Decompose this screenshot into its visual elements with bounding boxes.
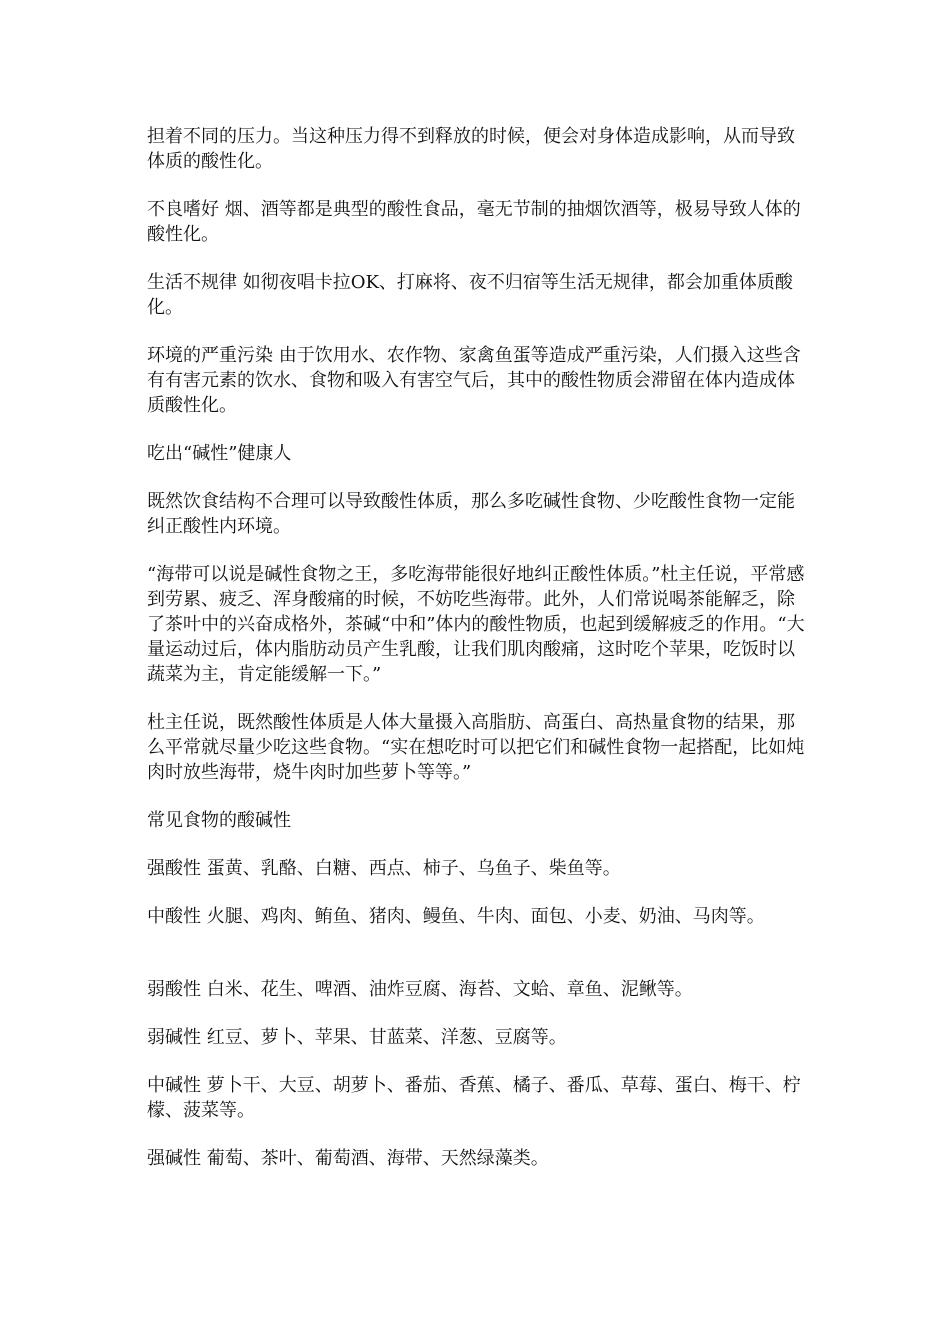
list-item-strong-acid: 强酸性 蛋黄、乳酪、白糖、西点、柿子、乌鱼子、柴鱼等。 [147, 858, 621, 879]
list-item-weak-alkaline: 弱碱性 红豆、萝卜、苹果、甘蓝菜、洋葱、豆腐等。 [147, 1027, 567, 1048]
paragraph-pollution: 环境的严重污染 由于饮用水、农作物、家禽鱼蛋等造成严重污染，人们摄入这些含有有害元素的饮水、食物和吸入有害空气后，其中的酸性物质会滞留在体内造成体质酸性化。 [147, 345, 801, 416]
paragraph-seaweed: “海带可以说是碱性食物之王，多吃海带能很好地纠正酸性体质。”杜主任说，平常感到劳累、疲乏、浑身酸痛的时候，不妨吃些海带。此外，人们常说喝茶能解乏，除了茶叶中的兴奋成格外，茶碱“中和”体内的酸性物质，也起到缓解疲乏的作用。“大量运动过后，体内脂肪动员产生乳酸，让我们肌肉酸痛，这时吃个苹果，吃饭时以蔬菜为主，肯定能缓解一下。” [147, 564, 805, 685]
list-item-strong-alkaline: 强碱性 葡萄、茶叶、葡萄酒、海带、天然绿藻类。 [147, 1148, 549, 1169]
paragraph-diet-structure: 既然饮食结构不合理可以导致酸性体质，那么多吃碱性食物、少吃酸性食物一定能纠正酸性内环境。 [147, 491, 795, 537]
document-body [147, 124, 807, 1194]
paragraph-bad-habits: 不良嗜好 烟、酒等都是典型的酸性食品，毫无节制的抽烟饮酒等，极易导致人体的酸性化。 [147, 199, 801, 245]
list-item-medium-alkaline: 中碱性 萝卜干、大豆、胡萝卜、番茄、香蕉、橘子、番瓜、草莓、蛋白、梅干、柠檬、菠菜等。 [147, 1075, 801, 1121]
section-heading-alkaline-health: 吃出“碱性”健康人 [147, 443, 292, 464]
list-item-medium-acid: 中酸性 火腿、鸡肉、鲔鱼、猪肉、鳗鱼、牛肉、面包、小麦、奶油、马肉等。 [147, 906, 765, 927]
paragraph-irregular-life: 生活不规律 如彻夜唱卡拉OK、打麻将、夜不归宿等生活无规律，都会加重体质酸化。 [147, 272, 793, 318]
paragraph-director-advice: 杜主任说，既然酸性体质是人体大量摄入高脂肪、高蛋白、高热量食物的结果，那么平常就尽量少吃这些食物。“实在想吃时可以把它们和碱性食物一起搭配，比如炖肉时放些海带，烧牛肉时加些萝卜等等。” [147, 712, 805, 783]
paragraph-stress: 担着不同的压力。当这种压力得不到释放的时候，便会对身体造成影响，从而导致体质的酸性化。 [147, 126, 795, 172]
list-item-weak-acid: 弱酸性 白米、花生、啤酒、油炸豆腐、海苔、文蛤、章鱼、泥鳅等。 [147, 979, 693, 1000]
section-heading-food-acidity: 常见食物的酸碱性 [147, 810, 291, 831]
